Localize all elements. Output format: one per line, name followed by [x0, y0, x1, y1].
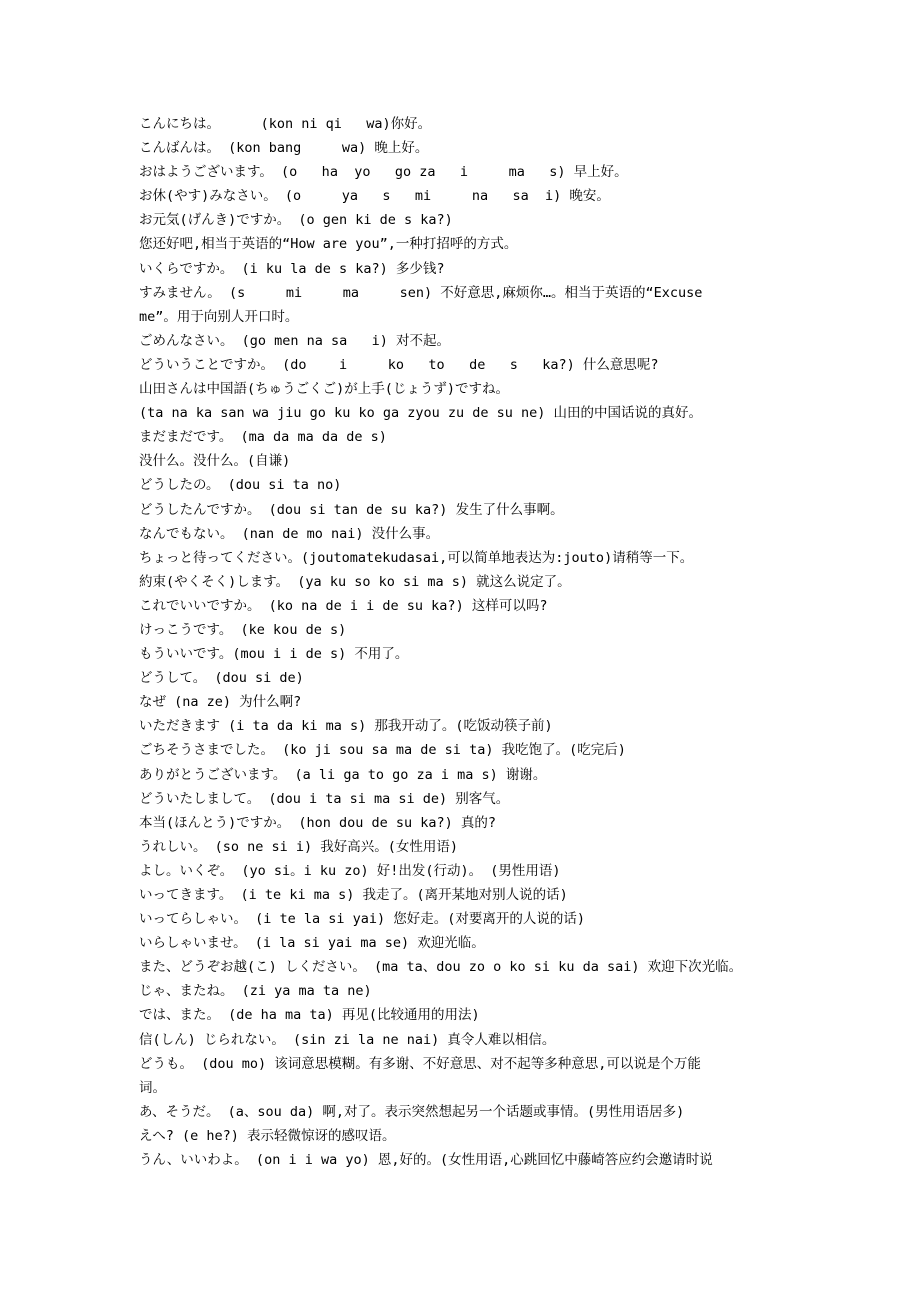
text-line: me”。用于向别人开口时。 — [139, 308, 299, 325]
text-line: あ、そうだ。 (a、sou da) 啊,对了。表示突然想起另一个话题或事情。(男性用语居多) — [139, 1103, 685, 1120]
text-line: 約束(やくそく)します。 (ya ku so ko si ma s) 就这么说定了。 — [139, 573, 571, 590]
text-line: いただきます (i ta da ki ma s) 那我开动了。(吃饭动筷子前) — [139, 718, 553, 735]
text-line: どうしたんですか。 (dou si tan de su ka?) 发生了什么事啊。 — [139, 501, 564, 518]
text-line: 您还好吧,相当于英语的“How are you”,一种打招呼的方式。 — [139, 236, 518, 253]
text-line: いってらしゃい。 (i te la si yai) 您好走。(对要离开的人说的话) — [139, 911, 586, 928]
text-line: 没什么。没什么。(自谦) — [139, 453, 291, 470]
document-page — [139, 112, 789, 1172]
text-line: なぜ (na ze) 为什么啊? — [139, 694, 302, 711]
text-line: 本当(ほんとう)ですか。 (hon dou de su ka?) 真的? — [139, 814, 497, 831]
text-line: ごめんなさい。 (go men na sa i) 对不起。 — [139, 332, 451, 349]
text-line: 山田さんは中国語(ちゅうごくご)が上手(じょうず)ですね。 — [139, 381, 510, 398]
text-line: 信(しん) じられない。 (sin zi la ne nai) 真令人难以相信。 — [139, 1031, 556, 1048]
text-line: これでいいですか。 (ko na de i i de su ka?) 这样可以吗? — [139, 597, 548, 614]
text-line: もういいです。(mou i i de s) 不用了。 — [139, 646, 409, 663]
text-line: お休(やす)みなさい。 (o ya s mi na sa i) 晚安。 — [139, 188, 610, 205]
text-line: どういうことですか。 (do i ko to de s ka?) 什么意思呢? — [139, 356, 659, 373]
text-line: ちょっと待ってください。(joutomatekudasai,可以简单地表达为:jouto)请稍等一下。 — [139, 549, 694, 566]
text-line: いらしゃいませ。 (i la si yai ma se) 欢迎光临。 — [139, 935, 485, 952]
text-line: 词。 — [139, 1079, 166, 1096]
text-line: どうして。 (dou si de) — [139, 670, 304, 687]
text-line: (ta na ka san wa jiu go ku ko ga zyou zu de su ne) 山田的中国话说的真好。 — [139, 405, 703, 422]
text-line: ありがとうございます。 (a li ga to go za i ma s) 谢谢。 — [139, 766, 547, 783]
text-line: いくらですか。 (i ku la de s ka?) 多少钱? — [139, 260, 445, 277]
text-line: おはようございます。 (o ha yo go za i ma s) 早上好。 — [139, 164, 628, 181]
text-line: なんでもない。 (nan de mo nai) 没什么事。 — [139, 525, 440, 542]
text-line: いってきます。 (i te ki ma s) 我走了。(离开某地对别人说的话) — [139, 887, 568, 903]
text-line: どういたしまして。 (dou i ta si ma si de) 别客气。 — [139, 790, 510, 807]
text-line: よし。いくぞ。 (yo si。i ku zo) 好!出发(行动)。 (男性用语) — [139, 862, 561, 879]
text-line: じゃ、またね。 (zi ya ma ta ne) — [139, 983, 372, 1000]
text-line: お元気(げんき)ですか。 (o gen ki de s ka?) — [139, 212, 453, 229]
text-line: こんにちは。 (kon ni qi wa)你好。 — [139, 116, 432, 132]
text-line: こんばんは。 (kon bang wa) 晚上好。 — [139, 140, 429, 157]
text-line: どうしたの。 (dou si ta no) — [139, 477, 342, 494]
text-line: うん、いいわよ。 (on i i wa yo) 恩,好的。(女性用语,心跳回忆中藤崎答应约会邀请时说 — [139, 1152, 713, 1169]
text-line: うれしい。 (so ne si i) 我好高兴。(女性用语) — [139, 838, 459, 855]
text-line: どうも。 (dou mo) 该词意思模糊。有多谢、不好意思、对不起等多种意思,可以说是个万能 — [139, 1055, 701, 1072]
text-line: まだまだです。 (ma da ma da de s) — [139, 429, 387, 446]
text-line: けっこうです。 (ke kou de s) — [139, 621, 347, 638]
text-line: では、また。 (de ha ma ta) 再见(比较通用的用法) — [139, 1007, 480, 1024]
text-line: えへ? (e he?) 表示轻微惊讶的感叹语。 — [139, 1127, 396, 1144]
text-line: また、どうぞお越(こ) しください。 (ma ta、dou zo o ko si ku da sai) 欢迎下次光临。 — [139, 959, 743, 976]
text-line: ごちそうさまでした。 (ko ji sou sa ma de si ta) 我吃饱了。(吃完后) — [139, 742, 626, 759]
text-line: すみません。 (s mi ma sen) 不好意思,麻烦你…。相当于英语的“Excuse — [139, 284, 703, 301]
